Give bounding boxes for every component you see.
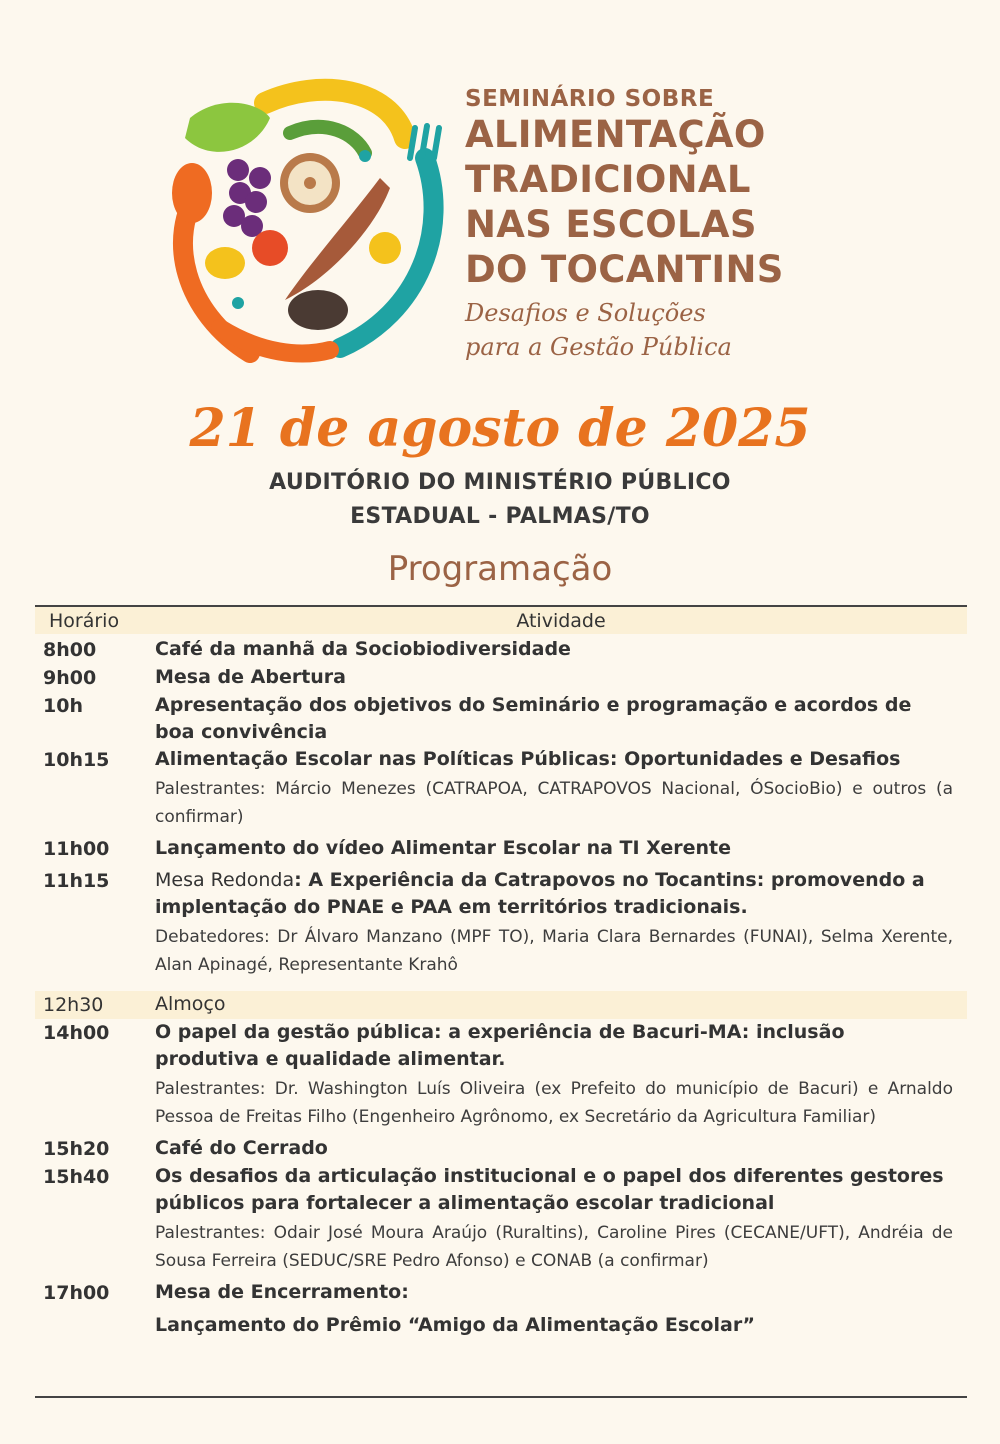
seminar-title-block bbox=[465, 86, 985, 364]
row-time: 15h40 bbox=[43, 1166, 110, 1188]
row-time: 10h bbox=[43, 695, 83, 717]
row-speakers: Debatedores: Dr Álvaro Manzano (MPF TO), Maria Clara Bernardes (FUNAI), Selma Xerente, Alan Apinagé, Representante Krahô bbox=[155, 927, 953, 975]
row-activity-prefix: Mesa Redonda bbox=[155, 869, 295, 891]
row-time: 17h00 bbox=[43, 1282, 110, 1304]
row-time: 11h00 bbox=[43, 838, 110, 860]
row-speakers: Palestrantes: Dr. Washington Luís Oliveira (ex Prefeito do município de Bacuri) e Arnaldo Pessoa de Freitas Filho (Engenheiro Agrônomo, ex Secretário da Agricultura Familiar) bbox=[155, 1079, 953, 1127]
seminar-subtitle-line-2: para a Gestão Pública bbox=[465, 333, 732, 361]
table-row bbox=[35, 664, 967, 692]
row-time: 15h20 bbox=[43, 1138, 110, 1160]
seminar-title-line-1: ALIMENTAÇÃO bbox=[465, 113, 766, 156]
seminar-kicker: SEMINÁRIO SOBRE bbox=[465, 86, 715, 112]
seminar-title-line-4: DO TOCANTINS bbox=[465, 248, 784, 291]
program-table bbox=[35, 605, 967, 1339]
row-activity: Alimentação Escolar nas Políticas Públicas: Oportunidades e Desafios bbox=[155, 748, 901, 770]
row-activity: O papel da gestão pública: a experiência de Bacuri-MA: inclusão produtiva e qualidade alimentar. bbox=[155, 1021, 845, 1070]
table-row bbox=[35, 692, 967, 746]
program-title: Programação bbox=[387, 549, 613, 589]
row-time: 9h00 bbox=[43, 667, 97, 689]
row-time: 10h15 bbox=[43, 749, 110, 771]
col-header-activity: Atividade bbox=[516, 609, 606, 632]
venue-line-2: ESTADUAL - PALMAS/TO bbox=[350, 504, 650, 529]
row-activity: Café da manhã da Sociobiodiversidade bbox=[155, 638, 571, 660]
row-activity: Almoço bbox=[155, 993, 226, 1015]
seminar-title-line-3: NAS ESCOLAS bbox=[465, 203, 757, 246]
row-activity-sub: Lançamento do Prêmio “Amigo da Alimentação Escolar” bbox=[155, 1314, 756, 1336]
table-row bbox=[35, 1135, 967, 1163]
col-header-time: Horário bbox=[49, 609, 120, 632]
table-bottom-rule bbox=[35, 1396, 967, 1398]
row-activity bbox=[155, 867, 953, 921]
table-row bbox=[35, 991, 967, 1019]
row-activity-text: : A Experiência da Catrapovos no Tocantins: promovendo a implentação do PNAE e PAA em territórios tradicionais. bbox=[155, 869, 925, 918]
row-activity: Os desafios da articulação institucional e o papel dos diferentes gestores públicos para fortalecer a alimentação escolar tradicional bbox=[155, 1165, 944, 1214]
table-row bbox=[35, 1279, 967, 1339]
row-time: 12h30 bbox=[43, 994, 104, 1016]
table-row bbox=[35, 835, 967, 863]
row-time: 8h00 bbox=[43, 639, 97, 661]
table-row bbox=[35, 1163, 967, 1279]
row-time: 14h00 bbox=[43, 1022, 110, 1044]
seminar-logo bbox=[160, 78, 450, 368]
row-speakers: Palestrantes: Márcio Menezes (CATRAPOA, CATRAPOVOS Nacional, ÓSocioBio) e outros (a confirmar) bbox=[155, 779, 953, 827]
table-header bbox=[35, 607, 967, 634]
table-row bbox=[35, 636, 967, 664]
event-date: 21 de agosto de 2025 bbox=[189, 398, 811, 459]
row-activity: Lançamento do vídeo Alimentar Escolar na TI Xerente bbox=[155, 837, 731, 859]
row-activity: Mesa de Abertura bbox=[155, 666, 347, 688]
seminar-subtitle-line-1: Desafios e Soluções bbox=[465, 299, 706, 327]
table-row bbox=[35, 867, 967, 983]
seminar-title-line-2: TRADICIONAL bbox=[465, 158, 751, 201]
venue-line-1: AUDITÓRIO DO MINISTÉRIO PÚBLICO bbox=[269, 470, 731, 495]
row-activity: Café do Cerrado bbox=[155, 1137, 328, 1159]
row-time: 11h15 bbox=[43, 870, 110, 892]
table-row bbox=[35, 746, 967, 835]
event-venue bbox=[0, 466, 1000, 534]
row-activity: Apresentação dos objetivos do Seminário e programação e acordos de boa convivência bbox=[155, 694, 912, 743]
row-speakers: Palestrantes: Odair José Moura Araújo (Ruraltins), Caroline Pires (CECANE/UFT), Andréia de Sousa Ferreira (SEDUC/SRE Pedro Afonso) e CONAB (a confirmar) bbox=[155, 1223, 953, 1271]
table-row bbox=[35, 1019, 967, 1135]
row-activity: Mesa de Encerramento: bbox=[155, 1281, 409, 1303]
